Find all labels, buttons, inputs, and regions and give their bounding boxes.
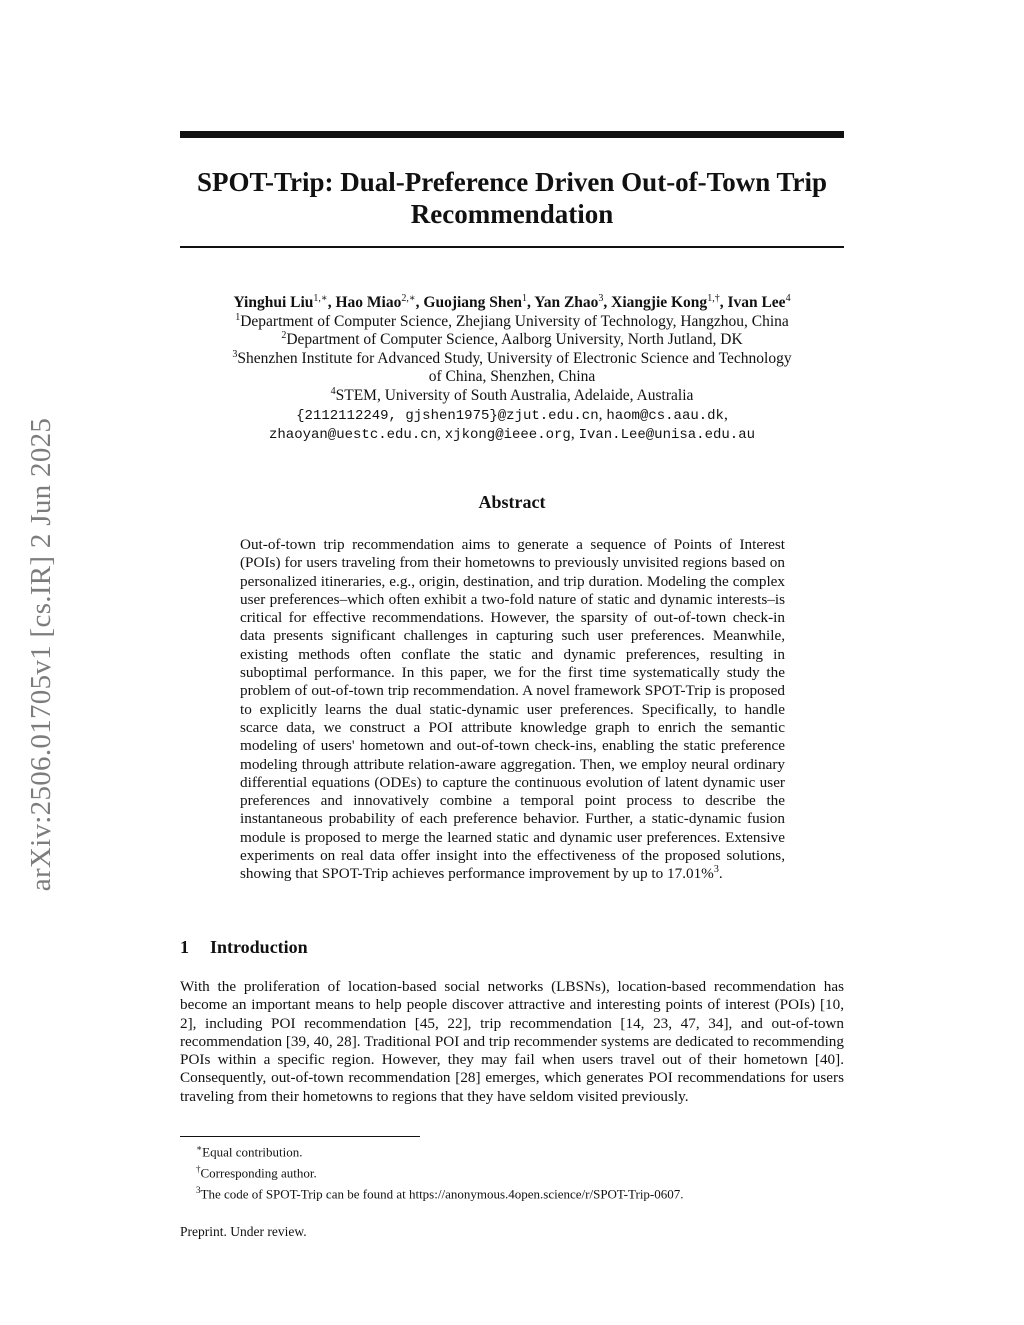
footnote: $^3$The code of SPOT-Trip can be found at https://anonymous.4open.science/r/SPOT-Trip-0607. <box>196 1184 684 1202</box>
author-mark: 3 <box>598 292 604 304</box>
author-mark: 2,∗ <box>401 292 416 304</box>
affiliation-mark: 1 <box>235 311 241 323</box>
section-title: Introduction <box>210 937 308 957</box>
author-name: Ivan Lee <box>727 294 786 311</box>
author-mark: 1,† <box>707 292 720 304</box>
paper-title: SPOT-Trip: Dual-Preference Driven Out-of-Town Trip Recommendation <box>197 167 827 229</box>
preprint-footer: Preprint. Under review. <box>180 1224 307 1239</box>
author-name: Guojiang Shen <box>423 294 523 311</box>
affiliation: of China, Shenzhen, China <box>428 368 596 386</box>
email: zhaoyan@uestc.edu.cn <box>269 427 438 444</box>
affiliation: $^1$Department of Computer Science, Zhejiang University of Technology, Hangzhou, China <box>235 311 789 330</box>
footnote-rule <box>180 1136 420 1137</box>
title-top-rule <box>180 131 844 138</box>
email: haom@cs.aau.dk <box>606 407 724 424</box>
footnote: ∗Equal contribution. <box>196 1143 303 1160</box>
author-mark: 1,∗ <box>313 292 328 304</box>
footnote-mark: † <box>196 1163 201 1174</box>
email: Ivan.Lee@unisa.edu.au <box>578 427 755 444</box>
author-mark: 1 <box>522 292 528 304</box>
author-list: Yinghui Liu$^{1,∗}$, Hao Miao$^{2,∗}$, Guojiang Shen$^1$, Yan Zhao$^3$, Xiangjie Kong$^{1,\dagger}$, Ivan Lee$^4$ <box>233 292 791 311</box>
section-heading <box>180 937 308 958</box>
arxiv-identifier <box>22 378 62 930</box>
section-number: 1 <box>180 937 189 957</box>
affiliation: $^4$STEM, University of South Australia, Adelaide, Australia <box>330 385 694 404</box>
footnotes <box>196 1140 836 1203</box>
arxiv-identifier-text: arXiv:2506.01705v1 [cs.IR] 2 Jun 2025 <box>25 417 58 891</box>
affiliation-mark: 4 <box>330 385 336 397</box>
author-block <box>180 294 844 445</box>
abstract-body: Out-of-town trip recommendation aims to generate a sequence of Points of Interest (POIs) for users traveling from their hometowns to previously unvisited regions based on personalized itineraries, e.g., origin, destination, and trip duration. Modeling the complex user preferences–which often exhibit a two-fold nature of static and dynamic interests–is critical for effective recommendations. However, the sparsity of out-of-town check-in data presents significant challenges in capturing such user preferences. Meanwhile, existing methods often conflate the static and dynamic preferences, resulting in suboptimal performance. In this paper, we for the first time systematically study the problem of out-of-town trip recommendation. A novel framework SPOT-Trip is proposed to explicitly learns the dual static-dynamic user preferences. Specifically, to handle scarce data, we construct a POI attribute knowledge graph to enrich the semantic modeling of users' hometown and out-of-town check-ins, enabling the static preference modeling through attribute relation-aware aggregation. Then, we employ neural ordinary differential equations (ODEs) to capture the continuous evolution of latent dynamic user preferences and innovatively combine a temporal point process to describe the instantaneous probability of each preference behavior. Further, a static-dynamic fusion module is proposed to merge the learned static and dynamic user preferences. Extensive experiments on real data offer insight into the effectiveness of the proposed solutions, showing that SPOT-Trip achieves performance improvement by up to 17.01%$^3$. <box>240 536 785 883</box>
title-bottom-rule <box>180 246 844 248</box>
intro-paragraph: With the proliferation of location-based social networks (LBSNs), location-based recommendation has become an important means to help people discover attractive and interesting points of interest (POIs) [10, 2], including POI recommendation [45, 22], trip recommendation [14, 23, 47, 34], and out-of-town recommendation [39, 40, 28]. Traditional POI and trip recommender systems are dedicated to recommending POIs within a specific region. However, they may fail when users travel out of their hometown [40]. Consequently, out-of-town recommendation [28] emerges, which generates POI recommendations for users traveling from their hometowns to regions that they have seldom visited previously. <box>180 978 844 1105</box>
email: xjkong@ieee.org <box>444 427 571 444</box>
author-name: Xiangjie Kong <box>611 294 708 311</box>
author-name: Hao Miao <box>335 294 402 311</box>
footnote-mark: 3 <box>196 1184 201 1195</box>
affiliation: $^2$Department of Computer Science, Aalborg University, North Jutland, DK <box>281 330 743 349</box>
footnote: †Corresponding author. <box>196 1163 317 1181</box>
email-line: {2112112249, gjshen1975}@zjut.edu.cn, haom@cs.aau.dk, <box>296 405 728 424</box>
footnote-ref: 3 <box>713 864 719 876</box>
abstract-text: Out-of-town trip recommendation aims to generate a sequence of Points of Interest (POIs) for users traveling from their hometowns to previously unvisited regions based on personalized itineraries, e.g., origin, destination, and trip duration. Modeling the complex user preferences–which often exhibit a two-fold nature of static and dynamic interests–is critical for effective recommendations. However, the sparsity of out-of-town check-in data presents significant challenges in capturing such user preferences. Meanwhile, existing methods often conflate the static and dynamic preferences, resulting in suboptimal performance. In this paper, we for the first time systematically study the problem of out-of-town trip recommendation. A novel framework SPOT-Trip is proposed to explicitly learns the dual static-dynamic user preferences. Specifically, to handle scarce data, we construct a POI attribute knowledge graph to enrich the semantic modeling of users' hometown and out-of-town check-ins, enabling the static preference modeling through attribute relation-aware aggregation. Then, we employ neural ordinary differential equations (ODEs) to capture the continuous evolution of latent dynamic user preferences and innovatively combine a temporal point process to describe the instantaneous probability of each preference behavior. Further, a static-dynamic fusion module is proposed to merge the learned static and dynamic user preferences. Extensive experiments on real data offer insight into the effectiveness of the proposed solutions, showing that SPOT-Trip achieves performance improvement by up to 17.01% <box>240 536 785 883</box>
affiliation: $^3$Shenzhen Institute for Advanced Study, University of Electronic Science and Technology <box>232 348 792 367</box>
affiliation-mark: 2 <box>281 330 287 342</box>
email: {2112112249, gjshen1975}@zjut.edu.cn <box>296 407 599 424</box>
affiliation-mark: 3 <box>232 348 238 360</box>
author-name: Yinghui Liu <box>233 294 314 311</box>
author-name: Yan Zhao <box>534 294 599 311</box>
email-line: zhaoyan@uestc.edu.cn, xjkong@ieee.org, Ivan.Lee@unisa.edu.au <box>269 425 755 444</box>
author-mark: 4 <box>785 292 791 304</box>
footnote-mark: ∗ <box>196 1143 203 1153</box>
abstract-heading: Abstract <box>478 492 546 512</box>
